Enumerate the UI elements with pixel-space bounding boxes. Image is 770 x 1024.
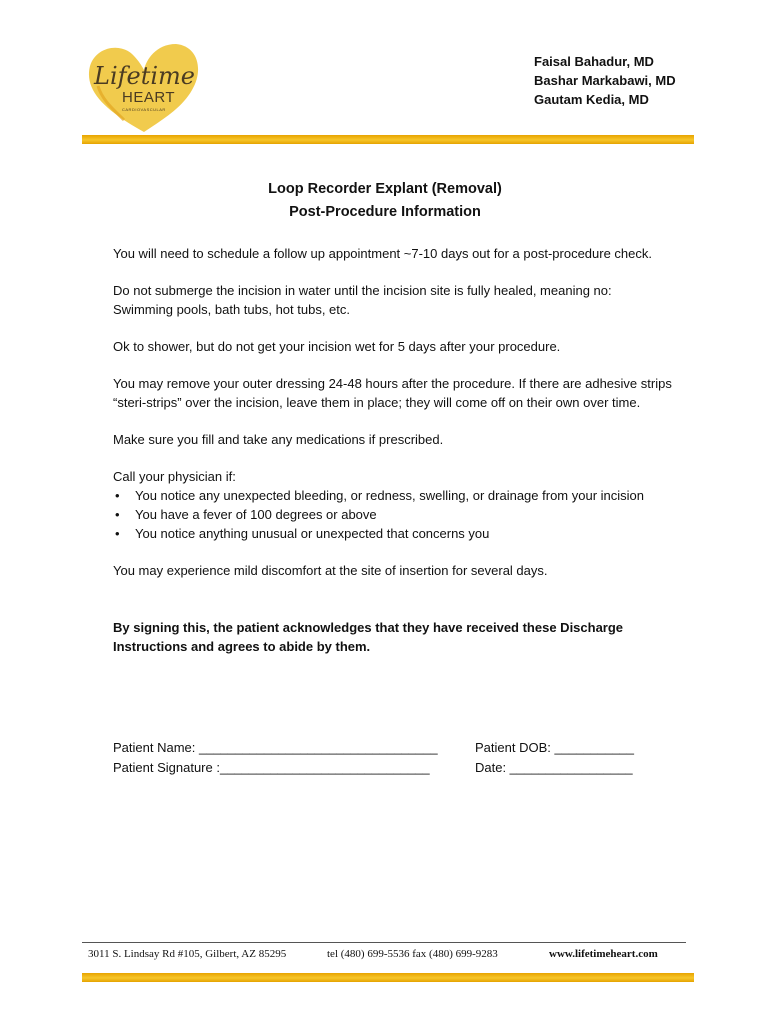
medications-paragraph: Make sure you fill and take any medications if prescribed. [113, 432, 444, 447]
signature-left-column [113, 738, 438, 778]
footer-divider-bar [82, 973, 694, 982]
svg-text:Lifetime: Lifetime [94, 62, 195, 90]
svg-text:CARDIOVASCULAR: CARDIOVASCULAR [122, 107, 166, 112]
instructions-body [113, 244, 673, 674]
footer-address: 3011 S. Lindsay Rd #105, Gilbert, AZ 85295 [88, 948, 287, 960]
discomfort-paragraph: You may experience mild discomfort at the site of insertion for several days. [113, 563, 548, 578]
patient-dob-field[interactable]: Patient DOB: ___________ [475, 740, 635, 755]
patient-name-field[interactable]: Patient Name: _________________________________ [113, 740, 438, 755]
list-item: • You have a fever of 100 degrees or above [113, 505, 673, 524]
footer-phone: tel (480) 699-5536 fax (480) 699-9283 [327, 948, 498, 960]
call-physician-section [113, 467, 673, 486]
submerge-paragraph: Do not submerge the incision in water until the incision site is fully healed, meaning no: Swimming pools, bath tubs, hot tubs, etc. [113, 283, 612, 317]
doctor-name: Gautam Kedia, MD [534, 92, 649, 107]
shower-paragraph: Ok to shower, but do not get your incision wet for 5 days after your procedure. [113, 339, 561, 354]
svg-text:HEART: HEART [122, 89, 176, 106]
date-field[interactable]: Date: _________________ [475, 760, 633, 775]
call-intro: Call your physician if: [113, 469, 236, 484]
title-line-2: Post-Procedure Information [289, 204, 481, 220]
signature-right-column [475, 738, 634, 778]
footer-website: www.lifetimeheart.com [549, 948, 658, 960]
list-item: • You notice any unexpected bleeding, or redness, swelling, or drainage from your incision [113, 486, 673, 505]
dressing-paragraph: You may remove your outer dressing 24-48 hours after the procedure. If there are adhesive strips “steri-strips” over the incision, leave them in place; they will come off on their own over time. [113, 376, 672, 410]
document-title [112, 178, 658, 224]
doctor-name: Faisal Bahadur, MD [534, 54, 654, 69]
doctor-name: Bashar Markabawi, MD [534, 73, 676, 88]
header-divider-bar [82, 135, 694, 144]
acknowledgement-paragraph: By signing this, the patient acknowledges that they have received these Discharge Instructions and agrees to abide by them. [113, 620, 624, 654]
footer-divider [82, 942, 686, 943]
doctor-list [534, 52, 676, 109]
title-line-1: Loop Recorder Explant (Removal) [268, 181, 502, 197]
list-item: • You notice anything unusual or unexpected that concerns you [113, 524, 673, 543]
lifetime-heart-logo [84, 40, 204, 135]
patient-signature-field[interactable]: Patient Signature :_____________________________ [113, 760, 430, 775]
call-physician-list [113, 486, 673, 543]
followup-paragraph: You will need to schedule a follow up appointment ~7-10 days out for a post-procedure check. [113, 246, 652, 261]
